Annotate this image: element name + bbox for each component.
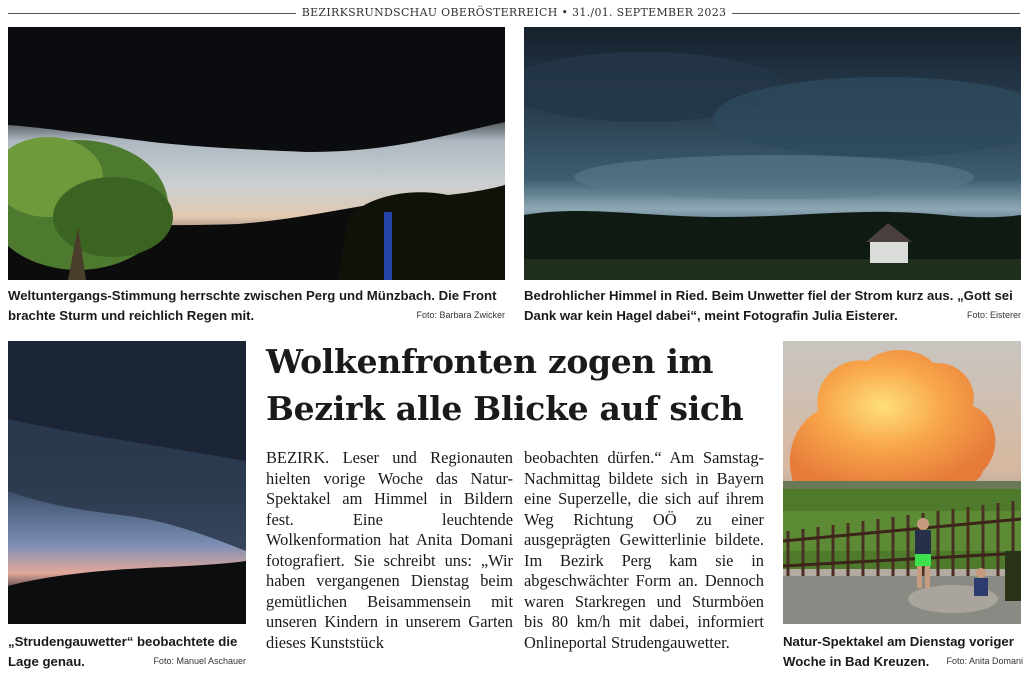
photo-ried-sky [524,27,1021,280]
photo-glowing-cloud [783,341,1021,624]
page-header [8,4,1020,20]
header-rule-left [8,13,296,14]
caption-photo-4 [783,632,1023,672]
caption-text-2: Bedrohlicher Himmel in Ried. Beim Unwetter fiel der Strom kurz aus. „Gott sei Dank war kein Hagel dabei“, meint Fotografin Julia Eisterer. [524,288,1013,323]
photo-shelf-cloud [8,341,246,624]
caption-photo-2 [524,286,1021,326]
article-headline: Wolkenfronten zogen im Bezirk alle Blicke auf sich [266,342,744,428]
caption-text-3: „Strudengauwetter“ beobachtete die Lage genau. [8,634,238,669]
credit-photo-4: Foto: Anita Domani [946,656,1023,666]
caption-text-1: Weltuntergangs-Stimmung herrschte zwischen Perg und Münzbach. Die Front brachte Sturm und reichlich Regen mit. [8,288,497,323]
header-title: BEZIRKSRUNDSCHAU OBERÖSTERREICH • 31./01. SEPTEMBER 2023 [301,5,727,19]
credit-photo-2: Foto: Eisterer [966,310,1021,320]
caption-text-4: Natur-Spektakel am Dienstag voriger Woche in Bad Kreuzen. [783,634,1014,669]
caption-photo-3 [8,632,246,672]
credit-photo-3: Foto: Manuel Aschauer [153,656,246,666]
article-column-2: beobachten dürfen.“ Am Samstag-Nachmittag bildete sich in Bayern eine Superzelle, die sich auf ihrem Weg Richtung OÖ zu einer ausgeprägten Gewitterlinie bildete. Im Bezirk Perg kam sie in abgeschwächter Form an. Dennoch waren Starkregen und Sturmböen bis 80 km/h mit dabei, informiert Onlineportal Strudengauwetter. [524,448,764,652]
article-column-1: BEZIRK. Leser und Regionauten hielten vorige Woche das Natur-Spektakel am Himmel in Bildern fest. Eine leuchtende Wolkenformation hat Anita Domani fotografiert. Sie schreibt uns: „Wir haben vergangenen Dienstag beim gemütlichen Beisammensein mit unseren Kindern in unserem Garten dieses Kunststück [266,448,513,652]
photo-storm-sunset [8,27,505,280]
header-rule-right [732,13,1020,14]
credit-photo-1: Foto: Barbara Zwicker [416,310,505,320]
caption-photo-1 [8,286,505,326]
